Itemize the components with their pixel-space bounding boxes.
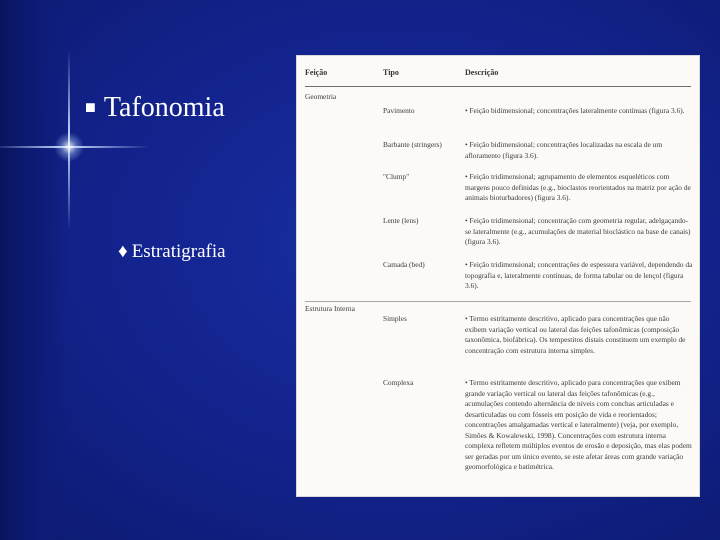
category-geometria: Geometria bbox=[305, 92, 337, 101]
table-row-desc: • Feição bidimensional; concentrações localizadas na escala de um afloramento (figura 3.6). bbox=[465, 140, 663, 160]
table-row-desc: • Termo estritamente descritivo, aplicado para concentrações que não exibem variação vertical ou lateral das feições tafonômicas (composição taxonômica, biofábrica). Os tempestitos distais constituem um exemplo de concentração com estrutura interna simples. bbox=[465, 314, 686, 355]
header-descricao: Descrição bbox=[465, 68, 499, 77]
table-row-desc: • Feição tridimensional; concentrações de espessura variável, dependendo da topografia e, lateralmente contínuas, de forma tabular ou de lençol (figura 3.6). bbox=[465, 260, 693, 290]
table-row-desc: • Feição bidimensional; concentrações lateralmente contínuas (figura 3.6). bbox=[465, 106, 685, 115]
table-row-desc: • Termo estritamente descritivo, aplicado para concentrações que exibem grande variação vertical ou lateral das feições tafonômicas (e.g., acumulações contendo alternância de níveis com conchas articuladas e desarticuladas ou com fósseis em posição de vida e reorientados; concentrações amalgamadas vertical e lateralmente) (veja, por exemplo, Simões & Kowalewski, 1998). Concentrações com estrutura interna complexa refletem múltiplos eventos de erosão e deposição, mas elas podem ser geradas por um único evento, se este afetar áreas com grande variação geomorfológica e batimétrica. bbox=[465, 378, 692, 471]
category-estrutura-interna: Estrutura Interna bbox=[305, 304, 355, 313]
slide-subtitle bbox=[118, 241, 226, 263]
table-row-tipo: Complexa bbox=[383, 378, 414, 387]
slide-title bbox=[85, 92, 225, 124]
square-bullet-icon: ■ bbox=[85, 97, 96, 117]
table-rule bbox=[305, 301, 691, 302]
left-dark-band bbox=[0, 0, 68, 540]
table-header bbox=[297, 56, 699, 86]
decorative-glow-star bbox=[54, 132, 84, 162]
header-feicao: Feição bbox=[305, 68, 328, 77]
table-row-desc: • Feição tridimensional; agrupamento de elementos esqueléticos com margens pouco definidas (e.g., bioclastos reorientados na matriz por ação de animais bioturbadores) (figura 3.6). bbox=[465, 172, 691, 202]
scanned-table-image bbox=[296, 55, 700, 497]
table-row-tipo: "Clump" bbox=[383, 172, 410, 181]
table-rule bbox=[305, 86, 691, 87]
table-row-tipo: Barbante (stringers) bbox=[383, 140, 442, 149]
table-row-tipo: Pavimento bbox=[383, 106, 415, 115]
table-row-tipo: Lente (lens) bbox=[383, 216, 419, 225]
diamond-bullet-icon: ♦ bbox=[118, 241, 128, 262]
slide-title-text: Tafonomia bbox=[103, 92, 225, 123]
table-row-tipo: Simples bbox=[383, 314, 407, 323]
table-row-tipo: Camada (bed) bbox=[383, 260, 425, 269]
table-row-desc: • Feição tridimensional; concentração com geometria regular, adelgaçando-se lateralmente (e.g., acumulações de material bioclástico na base de canais) (figura 3.6). bbox=[465, 216, 691, 246]
header-tipo: Tipo bbox=[383, 68, 399, 77]
slide-subtitle-text: Estratigrafia bbox=[131, 241, 226, 262]
